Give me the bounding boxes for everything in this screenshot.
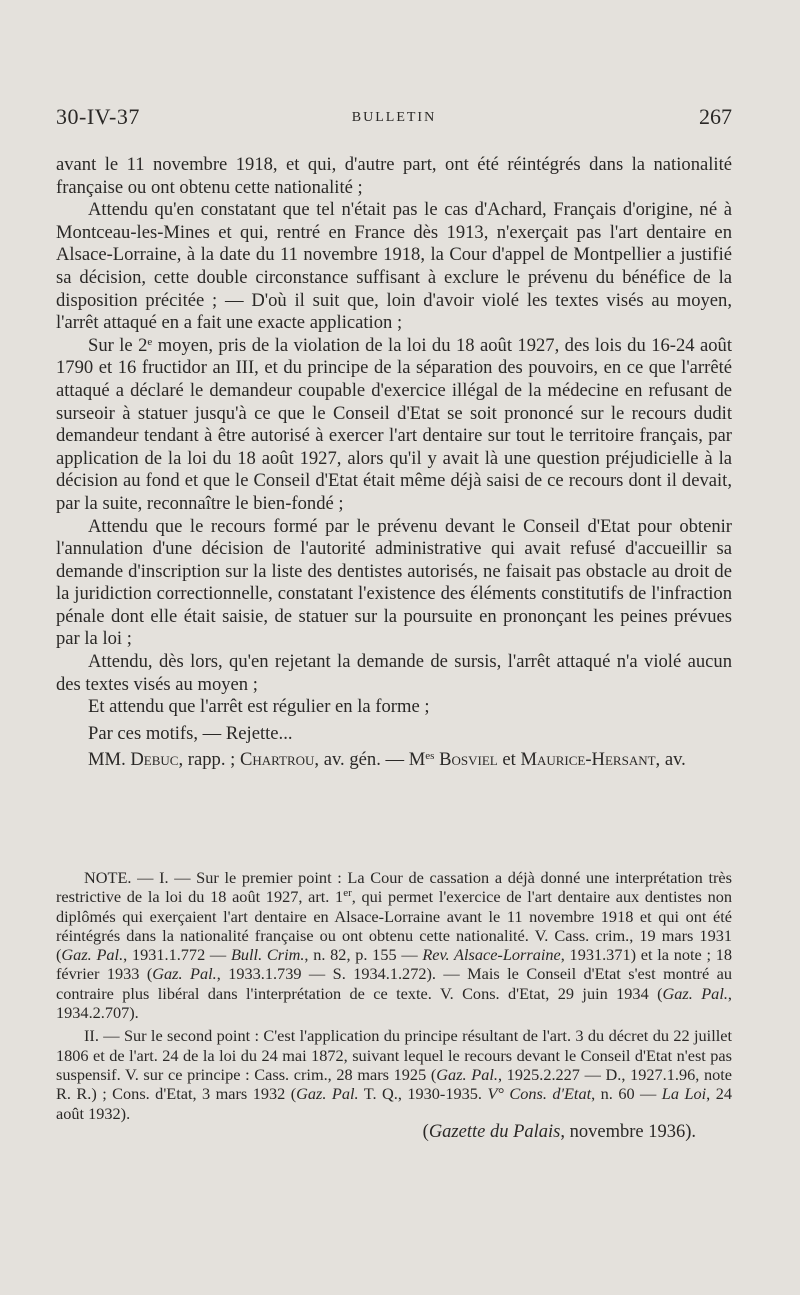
paragraph-attendu-achard: Attendu qu'en constatant que tel n'était pas le cas d'Achard, Français d'origine, né à Montceau-les-Mines et qui, rentré en France dès 1913, n'exerçait pas l'art dentaire en Alsace-Lorraine, à la date du 11 novembre 1918, la Cour d'appel de Montpellier a justifié sa décision, cette double circonstance suffisant à exclure le prévenu du bénéfice de la disposition précitée ; — D'où il suit que, loin d'avoir violé les textes visés au moyen, l'arrêt attaqué en a fait une exacte application ;: [56, 199, 732, 334]
paragraph-attendu-sursis: Attendu, dès lors, qu'en rejetant la demande de sursis, l'arrêt attaqué n'a violé aucun des textes visés au moyen ;: [56, 651, 732, 695]
page-header: [56, 104, 732, 134]
paragraph-rejette: Par ces motifs, — Rejette...: [88, 722, 293, 744]
paragraph-attendu-recours: Attendu que le recours formé par le prévenu devant le Conseil d'Etat pour obtenir l'annulation d'une décision de l'autorité administrative qui avait refusé d'accueillir sa demande d'inscription sur la liste des dentistes autorisés, ne faisait pas obstacle au droit de la juridiction correctionnelle, constatant l'existence des éléments constitutifs de l'infraction pénale dont elle était saisie, de statuer sur la poursuite en prononçant les peines prévues par la loi ;: [56, 515, 732, 650]
decision-text: [56, 154, 732, 772]
header-title: BULLETIN: [351, 110, 437, 125]
source-citation: (Gazette du Palais, novembre 1936).: [422, 1121, 696, 1142]
note-2: II. — Sur le second point : C'est l'application du principe résultant de l'art. 3 du décret du 22 juillet 1806 et de l'art. 24 de la loi du 24 mai 1872, suivant lequel le recours devant le Conseil d'Etat n'est pas suspensif. V. sur ce principe : Cass. crim., 28 mars 1925 (Gaz. Pal., 1925.2.227 — D., 1927.1.96, note R. R.) ; Cons. d'Etat, 3 mars 1932 (Gaz. Pal. T. Q., 1930-1935. V° Cons. d'Etat, n. 60 — La Loi, 24 août 1932).: [56, 1026, 732, 1123]
paragraph-regulier: Et attendu que l'arrêt est régulier en la forme ;: [88, 696, 430, 718]
header-date: 30-IV-37: [56, 104, 140, 129]
page-number: 267: [699, 104, 732, 129]
paragraph-second-moyen: Sur le 2e moyen, pris de la violation de la loi du 18 août 1927, des lois du 16-24 août 1790 et 16 fructidor an III, et du principe de la séparation des pouvoirs, en ce que l'arrêté attaqué a déclaré le demandeur coupable d'exercice illégal de la médecine en refusant de surseoir à statuer jusqu'à ce que le Conseil d'Etat se soit prononcé sur le recours dudit demandeur tendant à être autorisé à exercer l'art dentaire sur tout le territoire français, par application de la loi du 18 août 1927, alors qu'il y avait là une question préjudicielle à la décision au fond et que le Conseil d'Etat était même déjà saisi de ce recours dont il devait, par la suite, reconnaître le bien-fondé ;: [56, 334, 733, 514]
paragraph-magistrats: MM. Debuc, rapp. ; Chartrou, av. gén. — $M^{es}$ Bosviel et Maurice-Hersant, av.: [88, 749, 686, 771]
note-1: NOTE. — I. — Sur le premier point : La Cour de cassation a déjà donné une interprétation très restrictive de la loi du 18 août 1927, art. 1er, qui permet l'exercice de l'art dentaire aux dentistes non diplômés qui exerçaient l'art dentaire en Alsace-Lorraine avant le 11 novembre 1918 et qui ont été réintégrés dans la nationalité française ou ont obtenu cette nationalité. V. Cass. crim., 19 mars 1931 (Gaz. Pal., 1931.1.772 — Bull. Crim., n. 82, p. 155 — Rev. Alsace-Lorraine, 1931.371) et la note ; 18 février 1933 (Gaz. Pal., 1933.1.739 — S. 1934.1.272). — Mais le Conseil d'Etat s'est montré au contraire plus libéral dans l'interprétation de ce texte. V. Cons. d'Etat, 29 juin 1934 (Gaz. Pal., 1934.2.707).: [56, 868, 732, 1023]
paragraph-continuation: avant le 11 novembre 1918, et qui, d'autre part, ont été réintégrés dans la nationalité française ou ont obtenu cette nationalité ;: [56, 154, 732, 198]
notes-section: [56, 868, 732, 1142]
